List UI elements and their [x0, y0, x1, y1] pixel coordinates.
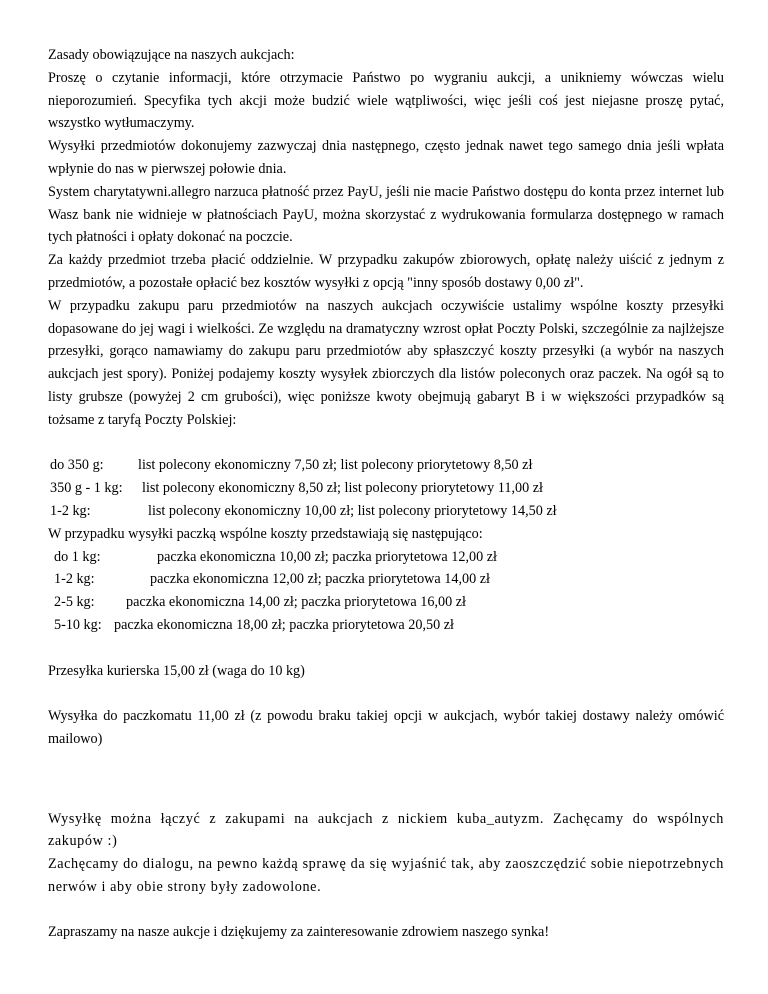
parcels-intro: W przypadku wysyłki paczką wspólne koszty przedstawiają się następująco:	[48, 525, 483, 542]
list-item: 1-2 kg: paczka ekonomiczna 12,00 zł; paczka priorytetowa 14,00 zł	[54, 571, 490, 588]
dialog-invitation: Zachęcamy do dialogu, na pewno każdą sprawę da się wyjaśnić tak, aby zaoszczędzić sobie niepotrzebnych nerwów i aby obie strony były zadowolone.	[48, 856, 724, 895]
heading: Zasady obowiązujące na naszych aukcjach:	[48, 47, 295, 63]
list-item: 1-2 kg: list polecony ekonomiczny 10,00 zł; list polecony priorytetowy 14,50 zł	[50, 502, 557, 519]
parcel-rates-list	[48, 546, 724, 637]
document-page	[48, 44, 724, 944]
letter-rates-list	[48, 454, 724, 522]
list-item: 350 g - 1 kg: list polecony ekonomiczny 8,50 zł; list polecony priorytetowy 11,00 zł	[50, 480, 543, 497]
list-item: do 1 kg: paczka ekonomiczna 10,00 zł; paczka priorytetowa 12,00 zł	[54, 548, 497, 565]
paragraph-separate-payment: Za każdy przedmiot trzeba płacić oddzielnie. W przypadku zakupów zbiorowych, opłatę należy uiścić z jednym z przedmiotów, a pozostałe opłacić bez kosztów wysyłki z opcją "inny sposób dostawy 0,00 zł".	[48, 252, 724, 291]
combine-purchases: Wysyłkę można łączyć z zakupami na aukcjach z nickiem kuba_autyzm. Zachęcamy do wspólnych zakupów :)	[48, 810, 724, 850]
paragraph-read-info: Proszę o czytanie informacji, które otrzymacie Państwo po wygraniu aukcji, a unikniemy wówczas wielu nieporozumień. Specyfika tych akcji może budzić wiele wątpliwości, więc jeśli coś jest niejasne proszę pytać, wszystko wytłumaczymy.	[48, 69, 724, 132]
list-item: do 350 g: list polecony ekonomiczny 7,50 zł; list polecony priorytetowy 8,50 zł	[50, 457, 533, 474]
list-item: 5-10 kg: paczka ekonomiczna 18,00 zł; paczka priorytetowa 20,50 zł	[54, 616, 454, 633]
courier-rate: Przesyłka kurierska 15,00 zł (waga do 10 kg)	[48, 662, 305, 679]
paragraph-shipping-time: Wysyłki przedmiotów dokonujemy zazwyczaj dnia następnego, często jednak nawet tego samego dnia jeśli wpłata wpłynie do nas w pierwszej połowie dnia.	[48, 138, 724, 177]
list-item: 2-5 kg: paczka ekonomiczna 14,00 zł; paczka priorytetowa 16,00 zł	[54, 594, 466, 611]
paragraph-shipping-costs: W przypadku zakupu paru przedmiotów na naszych aukcjach oczywiście ustalimy wspólne koszty przesyłki dopasowane do jej wagi i wielkości. Ze względu na dramatyczny wzrost opłat Poczty Polski, szczególnie za najlżejsze przesyłki, gorąco namawiamy do zakupu paru przedmiotów aby spłaszczyć koszty przesyłki (a wybór na naszych aukcjach jest spory). Poniżej podajemy koszty wysyłek zbiorczych dla listów poleconych oraz paczek. Na ogół są to listy grubsze (powyżej 2 cm grubości), więc poniższe kwoty obejmują gabaryt B i w większości przypadków są tożsame z taryfą Poczty Polskiej:	[48, 297, 724, 428]
paragraph-payment: System charytatywni.allegro narzuca płatność przez PayU, jeśli nie macie Państwo dostępu do konta przez internet lub Wasz bank nie widnieje w płatnościach PayU, można skorzystać z wydrukowania formularza dostępnego w ramach tych płatności i opłaty dokonać na poczcie.	[48, 183, 724, 246]
closing-line: Zapraszamy na nasze aukcje i dziękujemy za zainteresowanie zdrowiem naszego synka!	[48, 924, 550, 941]
locker-rate: Wysyłka do paczkomatu 11,00 zł (z powodu braku takiej opcji w aukcjach, wybór takiej dostawy należy omówić mailowo)	[48, 708, 724, 747]
